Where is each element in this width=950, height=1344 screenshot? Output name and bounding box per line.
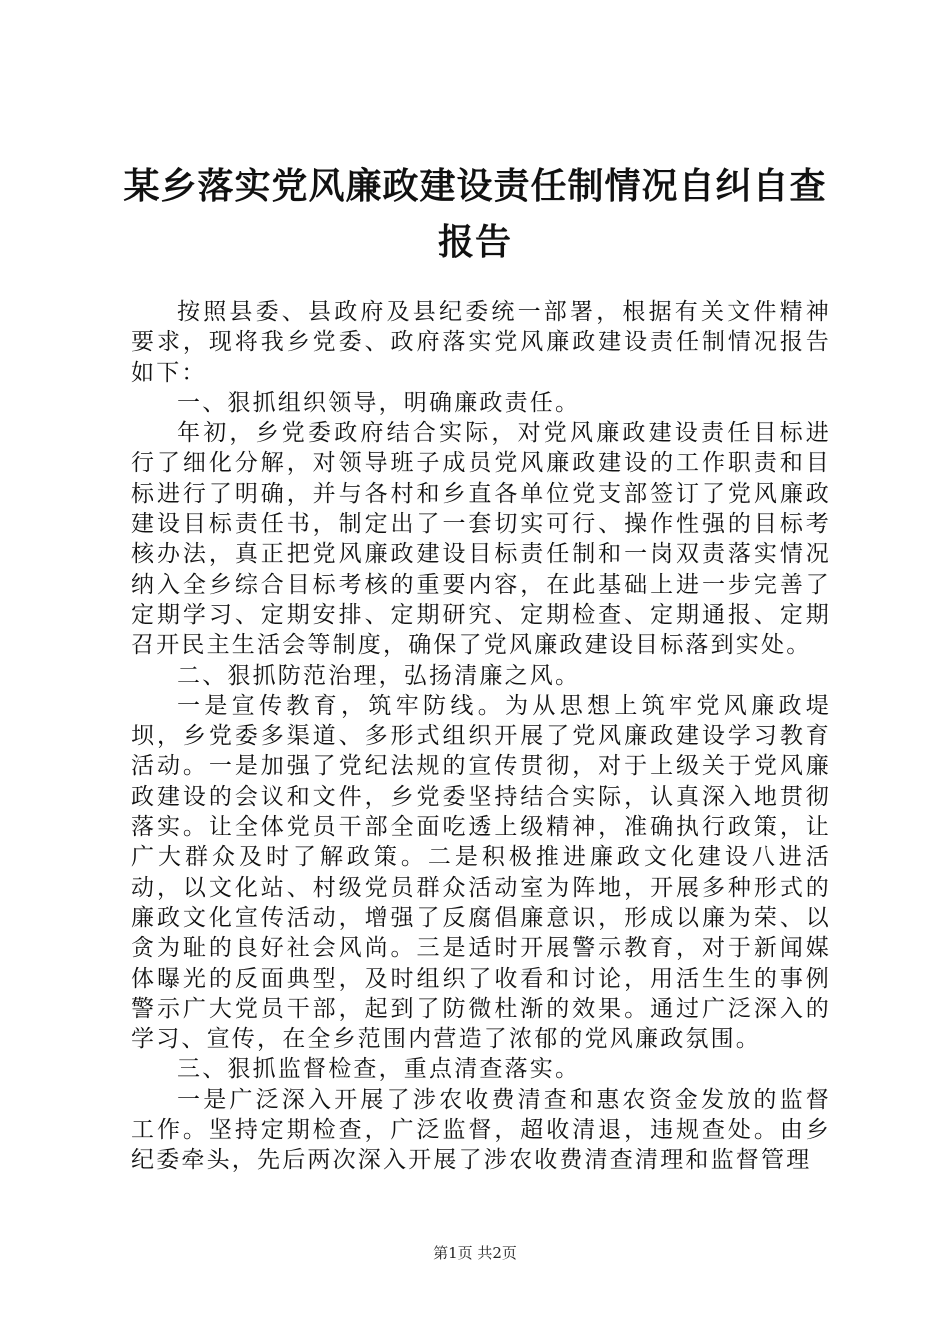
paragraph-section-1: 年初，乡党委政府结合实际，对党风廉政建设责任目标进行了细化分解，对领导班子成员党风廉政建设的工作职责和目标进行了明确，并与各村和乡直各单位党支部签订了党风廉政建设目标责任书，制定出了一套切实可行、操作性强的目标考核办法，真正把党风廉政建设目标责任制和一岗双责落实情况纳入全乡综合目标考核的重要内容，在此基础上进一步完善了定期学习、定期安排、定期研究、定期检查、定期通报、定期召开民主生活会等制度，确保了党风廉政建设目标落到实处。 bbox=[131, 420, 831, 659]
paragraph-section-3: 一是广泛深入开展了涉农收费清查和惠农资金发放的监督工作。坚持定期检查，广泛监督，超收清退，违规查处。由乡纪委牵头，先后两次深入开展了涉农收费清查清理和监督管理 bbox=[131, 1086, 831, 1174]
paragraph-intro: 按照县委、县政府及县纪委统一部署，根据有关文件精神要求，现将我乡党委、政府落实党风廉政建设责任制情况报告如下： bbox=[131, 299, 831, 386]
page-number: 第1页 共2页 bbox=[433, 1244, 517, 1262]
section-heading-1: 一、狠抓组织领导，明确廉政责任。 bbox=[177, 389, 581, 416]
document-body bbox=[131, 297, 831, 1176]
section-heading-3: 三、狠抓监督检查，重点清查落实。 bbox=[177, 1056, 581, 1083]
section-heading-2: 二、狠抓防范治理，弘扬清廉之风。 bbox=[177, 662, 581, 689]
paragraph-section-2: 一是宣传教育，筑牢防线。为从思想上筑牢党风廉政堤坝，乡党委多渠道、多形式组织开展了党风廉政建设学习教育活动。一是加强了党纪法规的宣传贯彻，对于上级关于党风廉政建设的会议和文件，乡党委坚持结合实际，认真深入地贯彻落实。让全体党员干部全面吃透上级精神，准确执行政策，让广大群众及时了解政策。二是积极推进廉政文化建设八进活动，以文化站、村级党员群众活动室为阵地，开展多种形式的廉政文化宣传活动，增强了反腐倡廉意识，形成以廉为荣、以贪为耻的良好社会风尚。三是适时开展警示教育，对于新闻媒体曝光的反面典型，及时组织了收看和讨论，用活生生的事例警示广大党员干部，起到了防微杜渐的效果。通过广泛深入的学习、宣传，在全乡范围内营造了浓郁的党风廉政氛围。 bbox=[131, 692, 831, 1053]
document-title: 某乡落实党风廉政建设责任制情况自纠自查报告 bbox=[123, 165, 827, 263]
